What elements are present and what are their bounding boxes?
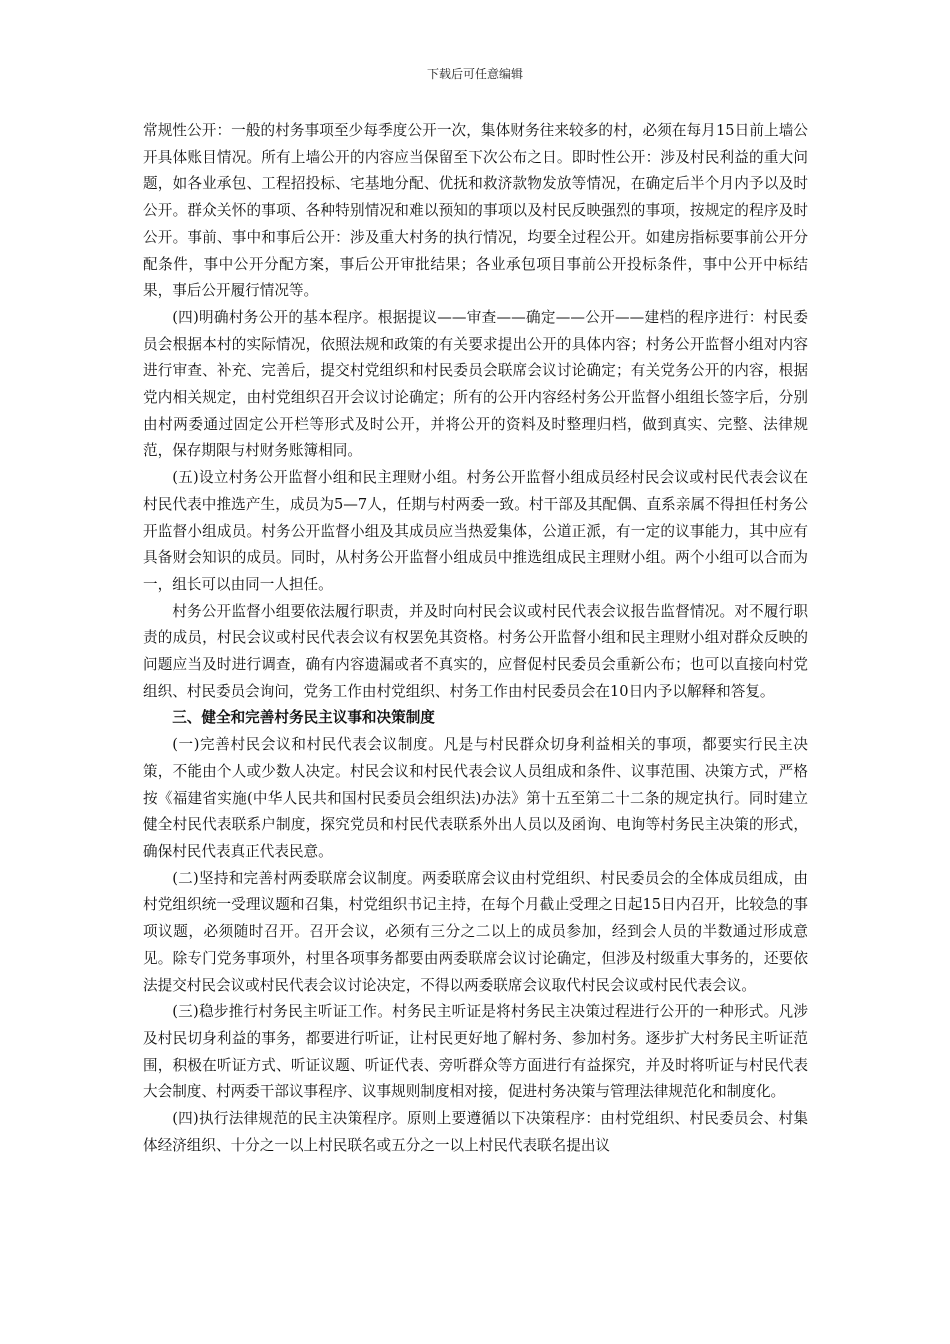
page-header-note: 下载后可任意编辑: [426, 67, 523, 81]
paragraph-hearing: (三)稳步推行村务民主听证工作。村务民主听证是将村务民主决策过程进行公开的一种形式。凡涉及村民切身利益的事务，都要进行听证，让村民更好地了解村务、参加村务。逐步扩大村务民主听证范围，积极在听证方式、听证议题、听证代表、旁听群众等方面进行有益探究，并及时将听证与村民代表大会制度、村两委干部议事程序、议事规则制度相对接，促进村务决策与管理法律规范化和制度化。: [143, 1003, 808, 1101]
paragraph-villager-meeting: (一)完善村民会议和村民代表会议制度。凡是与村民群众切身利益相关的事项，都要实行民主决策，不能由个人或少数人决定。村民会议和村民代表会议人员组成和条件、议事范围、决策方式，严格按《福建省实施(中华人民共和国村民委员会组织法)办法》第十五至第二十二条的规定执行。同时建立健全村民代表联系户制度，探究党员和村民代表联系外出人员以及函询、电询等村务民主决策的形式，确保村民代表真正代表民意。: [143, 736, 808, 860]
paragraph-supervision-group: (五)设立村务公开监督小组和民主理财小组。村务公开监督小组成员经村民会议或村民代表会议在村民代表中推选产生，成员为5—7人，任期与村两委一致。村干部及其配偶、直系亲属不得担任村务公开监督小组成员。村务公开监督小组及其成员应当热爱集体，公道正派，有一定的议事能力，其中应有具备财会知识的成员。同时，从村务公开监督小组成员中推选组成民主理财小组。两个小组可以合而为一，组长可以由同一人担任。: [143, 469, 808, 593]
section-heading: 三、健全和完善村务民主议事和决策制度: [172, 709, 435, 727]
paragraph-decision-procedure: (四)执行法律规范的民主决策程序。原则上要遵循以下决策程序：由村党组织、村民委员会、村集体经济组织、十分之一以上村民联名或五分之一以上村民代表联名提出议: [143, 1110, 808, 1154]
paragraph-joint-meeting: (二)坚持和完善村两委联席会议制度。两委联席会议由村党组织、村民委员会的全体成员组成，由村党组织统一受理议题和召集，村党组织书记主持，在每个月截止受理之日起15日内召开，比较急的事项议题，必须随时召开。召开会议，必须有三分之二以上的成员参加，经到会人员的半数通过形成意见。除专门党务事项外，村里各项事务都要由两委联席会议讨论确定，但涉及村级重大事务的，还要依法提交村民会议或村民代表会议讨论决定，不得以两委联席会议取代村民会议或村民代表会议。: [143, 869, 808, 994]
document-body: [143, 118, 808, 1159]
paragraph-disclosure-types: 常规性公开：一般的村务事项至少每季度公开一次，集体财务往来较多的村，必须在每月15日前上墙公开具体账目情况。所有上墙公开的内容应当保留至下次公布之日。即时性公开：涉及村民利益的重大问题，如各业承包、工程招投标、宅基地分配、优抚和救济款物发放等情况，在确定后半个月内予以及时公开。群众关怀的事项、各种特别情况和难以预知的事项以及村民反映强烈的事项，按规定的程序及时公开。事前、事中和事后公开：涉及重大村务的执行情况，均要全过程公开。如建房指标要事前公开分配条件，事中公开分配方案，事后公开审批结果；各业承包项目事前公开投标条件，事中公开中标结果，事后公开履行情况等。: [143, 122, 808, 300]
paragraph-supervision-duties: 村务公开监督小组要依法履行职责，并及时向村民会议或村民代表会议报告监督情况。对不履行职责的成员，村民会议或村民代表会议有权罢免其资格。村务公开监督小组和民主理财小组对群众反映的问题应当及时进行调查，确有内容遗漏或者不真实的，应督促村民委员会重新公布；也可以直接向村党组织、村民委员会询问，党务工作由村党组织、村务工作由村民委员会在10日内予以解释和答复。: [143, 602, 808, 700]
paragraph-disclosure-procedure: (四)明确村务公开的基本程序。根据提议——审查——确定——公开——建档的程序进行：村民委员会根据本村的实际情况，依照法规和政策的有关要求提出公开的具体内容；村务公开监督小组对内容进行审查、补充、完善后，提交村党组织和村民委员会联席会议讨论确定；有关党务公开的内容，根据党内相关规定，由村党组织召开会议讨论确定；所有的公开内容经村务公开监督小组组长签字后，分别由村两委通过固定公开栏等形式及时公开，并将公开的资料及时整理归档，做到真实、完整、法律规范，保存期限与村财务账簿相同。: [143, 308, 808, 460]
